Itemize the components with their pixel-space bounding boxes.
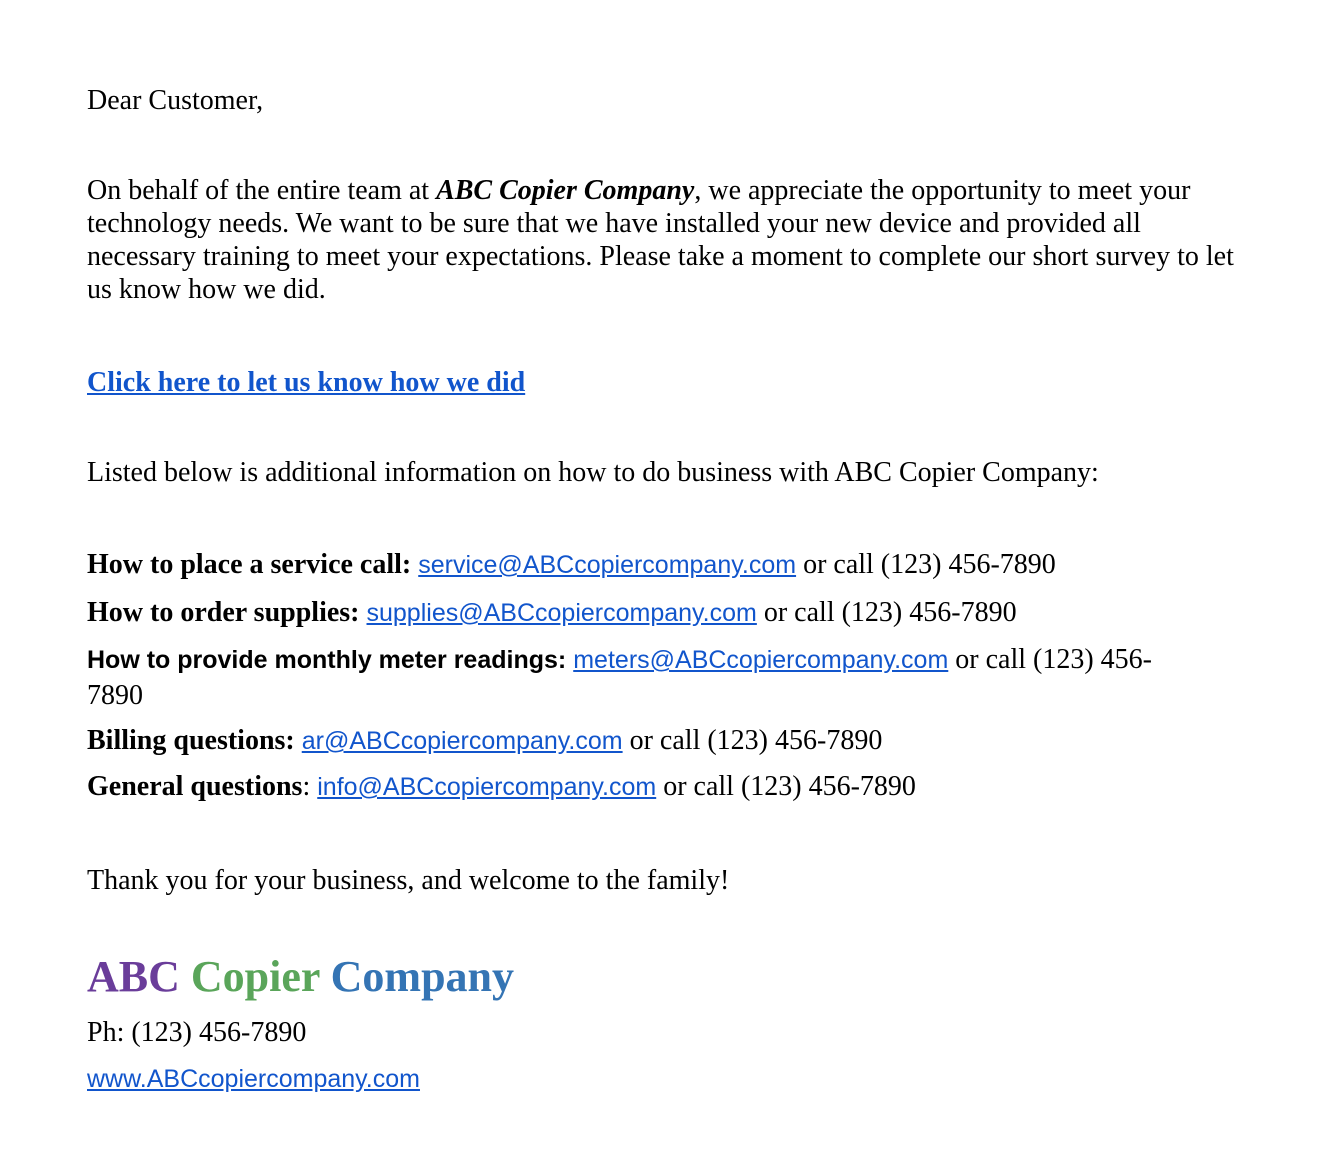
contact-supplies <box>87 596 1017 630</box>
intro-paragraph <box>87 174 1237 306</box>
brand-word-copier: Copier <box>190 952 320 1001</box>
contact-label: Billing questions: <box>87 725 295 756</box>
contact-general <box>87 770 916 804</box>
contact-phone: or call (123) 456-7890 <box>796 549 1056 580</box>
intro-text-after: , we appreciate the opportunity to meet your technology needs. We want to be sure that we have installed your new device and provided all necessary training to meet your expectations. Please take a moment to complete our short survey to let us know how we did. <box>87 175 1234 305</box>
general-email-link[interactable]: info@ABCcopiercompany.com <box>317 773 657 801</box>
contact-separator: : <box>302 771 318 802</box>
contact-label: General questions <box>87 771 303 802</box>
contact-meters <box>87 642 1202 714</box>
meters-email-link[interactable]: meters@ABCcopiercompany.com <box>573 646 949 674</box>
greeting: Dear Customer, <box>87 85 264 116</box>
contact-label: How to order supplies: <box>87 597 360 628</box>
contact-phone: or call (123) 456-7890 <box>656 771 916 802</box>
intro-text-before: On behalf of the entire team at <box>87 175 437 206</box>
contact-label: How to place a service call: <box>87 549 412 580</box>
contact-phone: or call (123) 456-7890 <box>87 644 1152 711</box>
contact-phone: or call (123) 456-7890 <box>756 597 1017 628</box>
survey-link[interactable]: Click here to let us know how we did <box>87 367 526 398</box>
closing-line: Thank you for your business, and welcome to the family! <box>87 865 730 896</box>
contact-phone: or call (123) 456-7890 <box>622 725 883 756</box>
brand-word-company: Company <box>330 952 515 1001</box>
contact-billing <box>87 724 882 758</box>
listed-intro: Listed below is additional information on how to do business with ABC Copier Company: <box>87 457 1099 488</box>
signature-phone: Ph: (123) 456-7890 <box>87 1017 307 1048</box>
signature-website-link[interactable]: www.ABCcopiercompany.com <box>87 1065 420 1093</box>
service-email-link[interactable]: service@ABCcopiercompany.com <box>418 551 797 579</box>
intro-brand-name: ABC Copier Company <box>436 175 695 206</box>
billing-email-link[interactable]: ar@ABCcopiercompany.com <box>301 727 623 755</box>
contact-label: How to provide monthly meter readings: <box>87 646 567 674</box>
brand-word-abc: ABC <box>87 952 180 1001</box>
signature-brand-logo <box>87 950 514 1004</box>
supplies-email-link[interactable]: supplies@ABCcopiercompany.com <box>366 599 757 627</box>
contact-service <box>87 548 1056 582</box>
